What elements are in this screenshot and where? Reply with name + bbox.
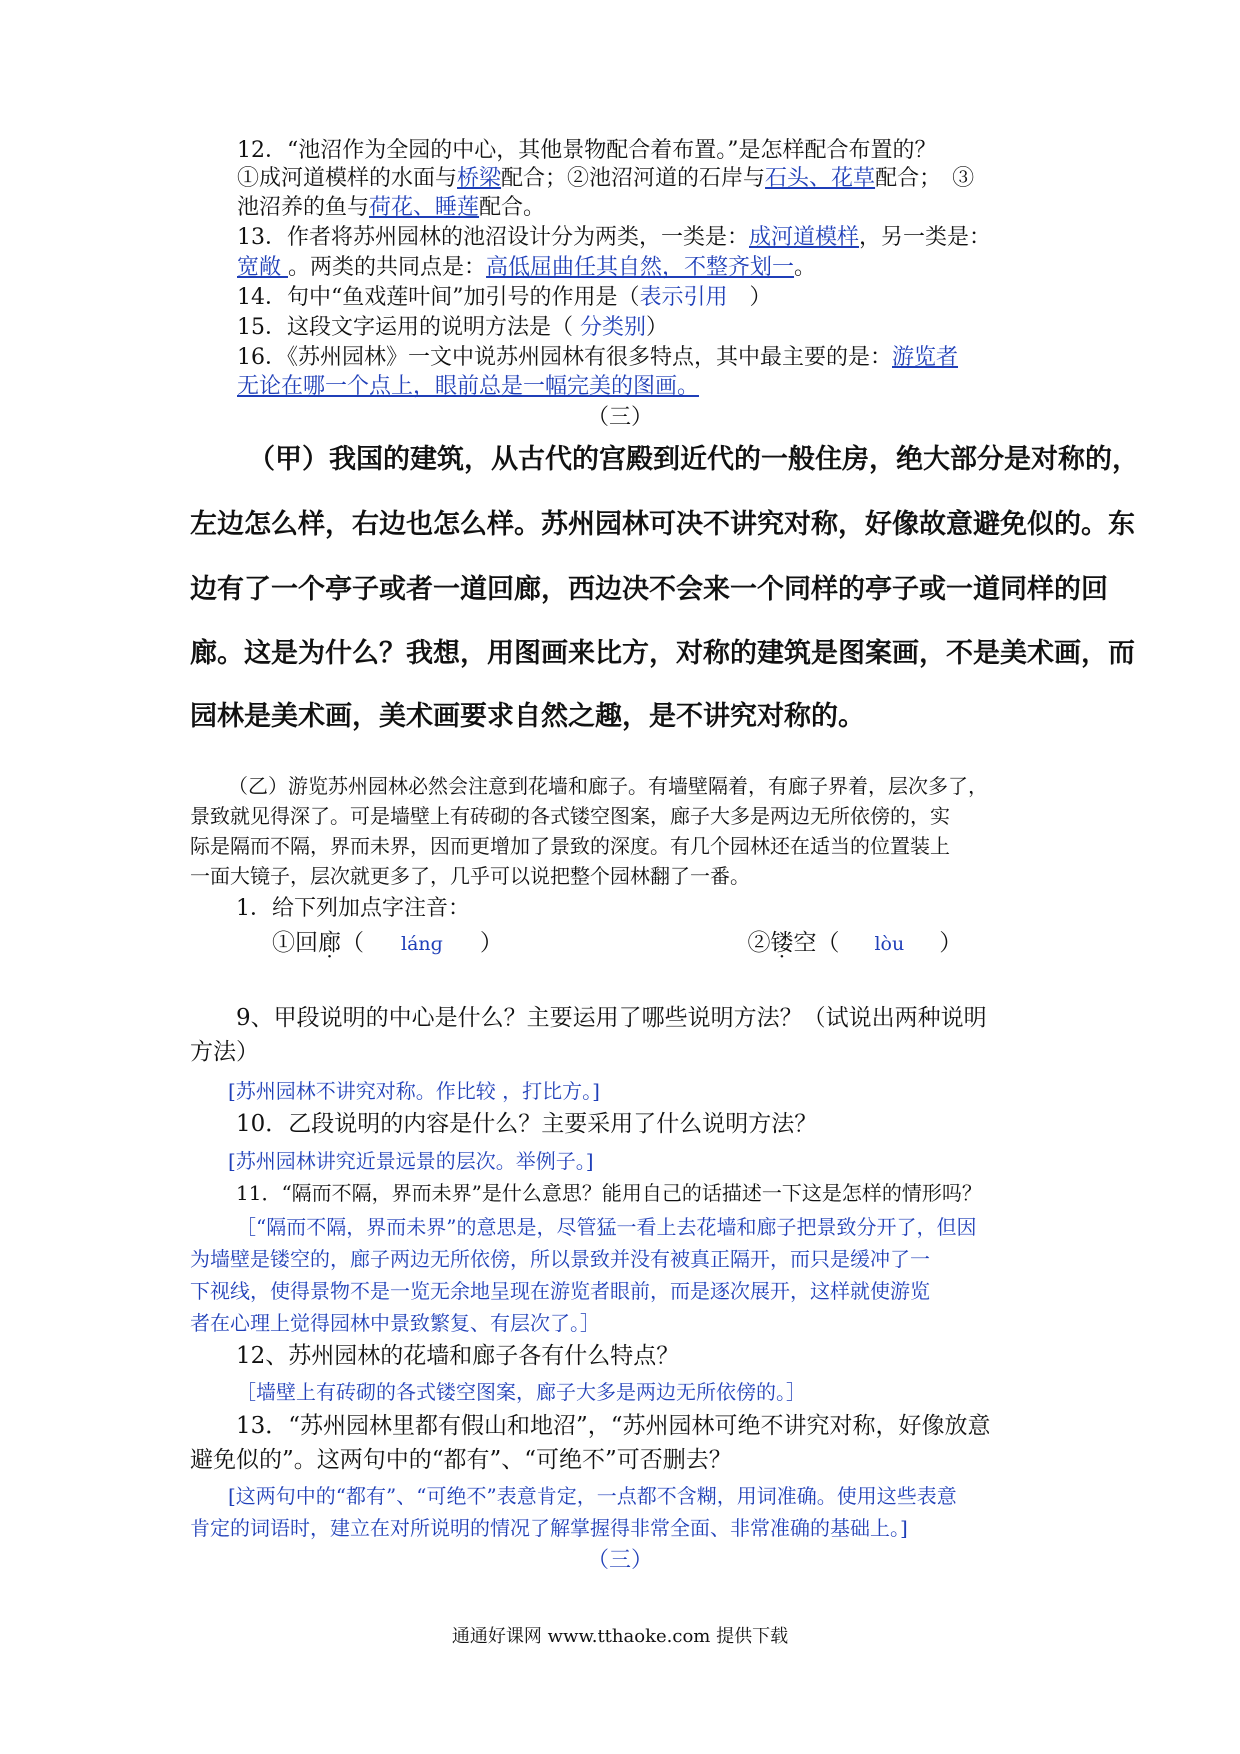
question-12-line-3: [237, 192, 1057, 224]
q12-answer-2: 石头、花草: [765, 166, 876, 191]
question-13b-answer-line-1: [这两句中的“都有”、“可绝不”表意肯定，一点都不含糊，用词准确。使用这些表意: [228, 1484, 957, 1508]
question-11-answer-line-3: 下视线，使得景物不是一览无余地呈现在游览者眼前，而是逐次展开，这样就使游览: [190, 1279, 930, 1303]
q13-text-b: ，另一类是：: [859, 225, 992, 250]
q16-answer-1: 游览者: [892, 345, 959, 370]
q15-text-a: 15．这段文字运用的说明方法是（: [237, 315, 573, 340]
question-12-text: 12．“池沼作为全园的中心，其他景物配合着布置。”是怎样配合布置的？: [237, 138, 937, 163]
passage-yi-line-2: 景致就见得深了。可是墙壁上有砖砌的各式镂空图案，廊子大多是两边无所依傍的，实: [190, 804, 950, 828]
question-1-prompt: 1．给下列加点字注音：: [236, 896, 470, 921]
question-12b-line-1: 12、苏州园林的花墙和廊子各有什么特点？: [236, 1343, 680, 1369]
q13-answer-3: 高低屈曲任其自然，不整齐划一: [486, 255, 795, 280]
q12-text-c: 配合； ③: [875, 166, 975, 191]
question-10-answer: [苏州园林讲究近景远景的层次。举例子。]: [228, 1149, 594, 1173]
question-16-line-2: [237, 371, 1057, 403]
q14-answer: 表示引用: [639, 285, 728, 310]
q14-text-b: ）: [727, 285, 772, 310]
q1-item1-text: ①回: [272, 930, 318, 956]
question-9-line-1: 9、甲段说明的中心是什么？主要运用了哪些说明方法？（试说出两种说明: [236, 1005, 987, 1031]
passage-jia-line-1: （甲）我国的建筑，从古代的宫殿到近代的一般住房，绝大部分是对称的，: [248, 444, 1139, 475]
q1-item1-answer: lánɡ: [401, 933, 443, 955]
question-11-line-1: 11．“隔而不隔，界而未界”是什么意思？能用自己的话描述一下这是怎样的情形吗？: [236, 1181, 982, 1205]
section-heading: [190, 402, 1050, 434]
q12-answer-3: 荷花、睡莲: [369, 195, 480, 220]
question-12-line-2: [237, 163, 1057, 195]
q13-text-a: 13．作者将苏州园林的池沼设计分为两类，一类是：: [237, 225, 749, 250]
passage-yi-line-1: （乙）游览苏州园林必然会注意到花墙和廊子。有墙壁隔着，有廊子界着，层次多了，: [228, 774, 988, 798]
question-11-answer-line-1: ［“隔而不隔，界而未界”的意思是，尽管猛一看上去花墙和廊子把景致分开了，但因: [236, 1215, 977, 1239]
passage-jia-line-2: 左边怎么样，右边也怎么样。苏州园林可决不讲究对称，好像故意避免似的。东: [190, 509, 1135, 540]
q16-answer-2: 无论在哪一个点上，眼前总是一幅完美的图画。: [237, 374, 700, 399]
q12-text-d: 池沼养的鱼与: [237, 195, 370, 220]
section-label-2: （三）: [586, 1548, 653, 1573]
q12-text-a: ①成河道模样的水面与: [237, 166, 458, 191]
q1-item2-answer: lòu: [874, 933, 905, 955]
question-15: [237, 312, 1057, 344]
q12-text-e: 配合。: [479, 195, 546, 220]
passage-yi-line-3: 际是隔而不隔，界而未界，因而更增加了景致的深度。有几个园林还在适当的位置装上: [190, 834, 950, 858]
section-heading-2: [190, 1545, 1050, 1577]
page-footer: 通通好课网 www.tthaoke.com 提供下载: [451, 1626, 789, 1647]
q16-text-a: 16．《苏州园林》一文中说苏州园林有很多特点，其中最主要的是：: [237, 345, 892, 370]
question-13-line-1: [237, 222, 1057, 254]
q13-answer-2: 宽敞: [237, 255, 288, 280]
question-11-answer-line-2: 为墙壁是镂空的，廊子两边无所依傍，所以景致并没有被真正隔开，而只是缓冲了一: [190, 1247, 930, 1271]
q13-text-c: 。两类的共同点是：: [288, 255, 487, 280]
question-12b-answer: ［墙壁上有砖砌的各式镂空图案，廊子大多是两边无所依傍的。］: [236, 1380, 806, 1404]
question-10-line-1: 10．乙段说明的内容是什么？主要采用了什么说明方法？: [236, 1111, 818, 1137]
question-13b-line-2: 避免似的”。这两句中的“都有”、“可绝不”可否删去？: [190, 1447, 732, 1473]
q1-item2-dotted-char: 镂: [770, 930, 794, 956]
question-11-answer-line-4: 者在心理上觉得园林中景致繁复、有层次了。］: [190, 1311, 600, 1335]
q1-item1-close: ）: [456, 930, 503, 956]
q15-text-b: ）: [646, 315, 669, 340]
question-9-answer: [苏州园林不讲究对称。作比较 ，打比方。]: [228, 1079, 600, 1103]
question-13b-answer-line-2: 肯定的词语时，建立在对所说明的情况了解掌握得非常全面、非常准确的基础上。]: [190, 1516, 908, 1540]
passage-jia-line-5: 园林是美术画，美术画要求自然之趣，是不讲究对称的。: [190, 701, 865, 732]
q13-answer-1: 成河道模样: [749, 225, 860, 250]
q14-text-a: 14．句中“鱼戏莲叶间”加引号的作用是（: [237, 285, 640, 310]
question-1-items: [272, 927, 1092, 960]
q12-answer-1: 桥梁: [457, 166, 502, 191]
q13-text-d: 。: [794, 255, 817, 280]
q1-item2-open: 空（: [793, 930, 863, 956]
question-13b-line-1: 13．“苏州园林里都有假山和地沼”，“苏州园林可绝不讲究对称，好像放意: [236, 1413, 991, 1439]
q1-item1-open: （: [341, 930, 387, 956]
question-14: [237, 282, 1057, 314]
section-label: （三）: [586, 405, 653, 430]
passage-jia-line-3: 边有了一个亭子或者一道回廊，西边决不会来一个同样的亭子或一道同样的回: [190, 574, 1108, 605]
q1-item1-dotted-char: 廊: [318, 930, 341, 956]
question-13-line-2: [237, 252, 1057, 284]
passage-jia-line-4: 廊。这是为什么？我想，用图画来比方，对称的建筑是图案画，不是美术画，而: [190, 638, 1135, 669]
q15-answer: 分类别: [573, 315, 646, 340]
q1-item2-text: ②: [747, 930, 771, 956]
question-16-line-1: [237, 342, 1057, 374]
q1-item2-close: ）: [916, 930, 963, 956]
q12-text-b: 配合；②池沼河道的石岸与: [501, 166, 766, 191]
question-9-line-2: 方法）: [190, 1039, 259, 1065]
passage-yi-line-4: 一面大镜子，层次就更多了，几乎可以说把整个园林翻了一番。: [190, 864, 750, 888]
